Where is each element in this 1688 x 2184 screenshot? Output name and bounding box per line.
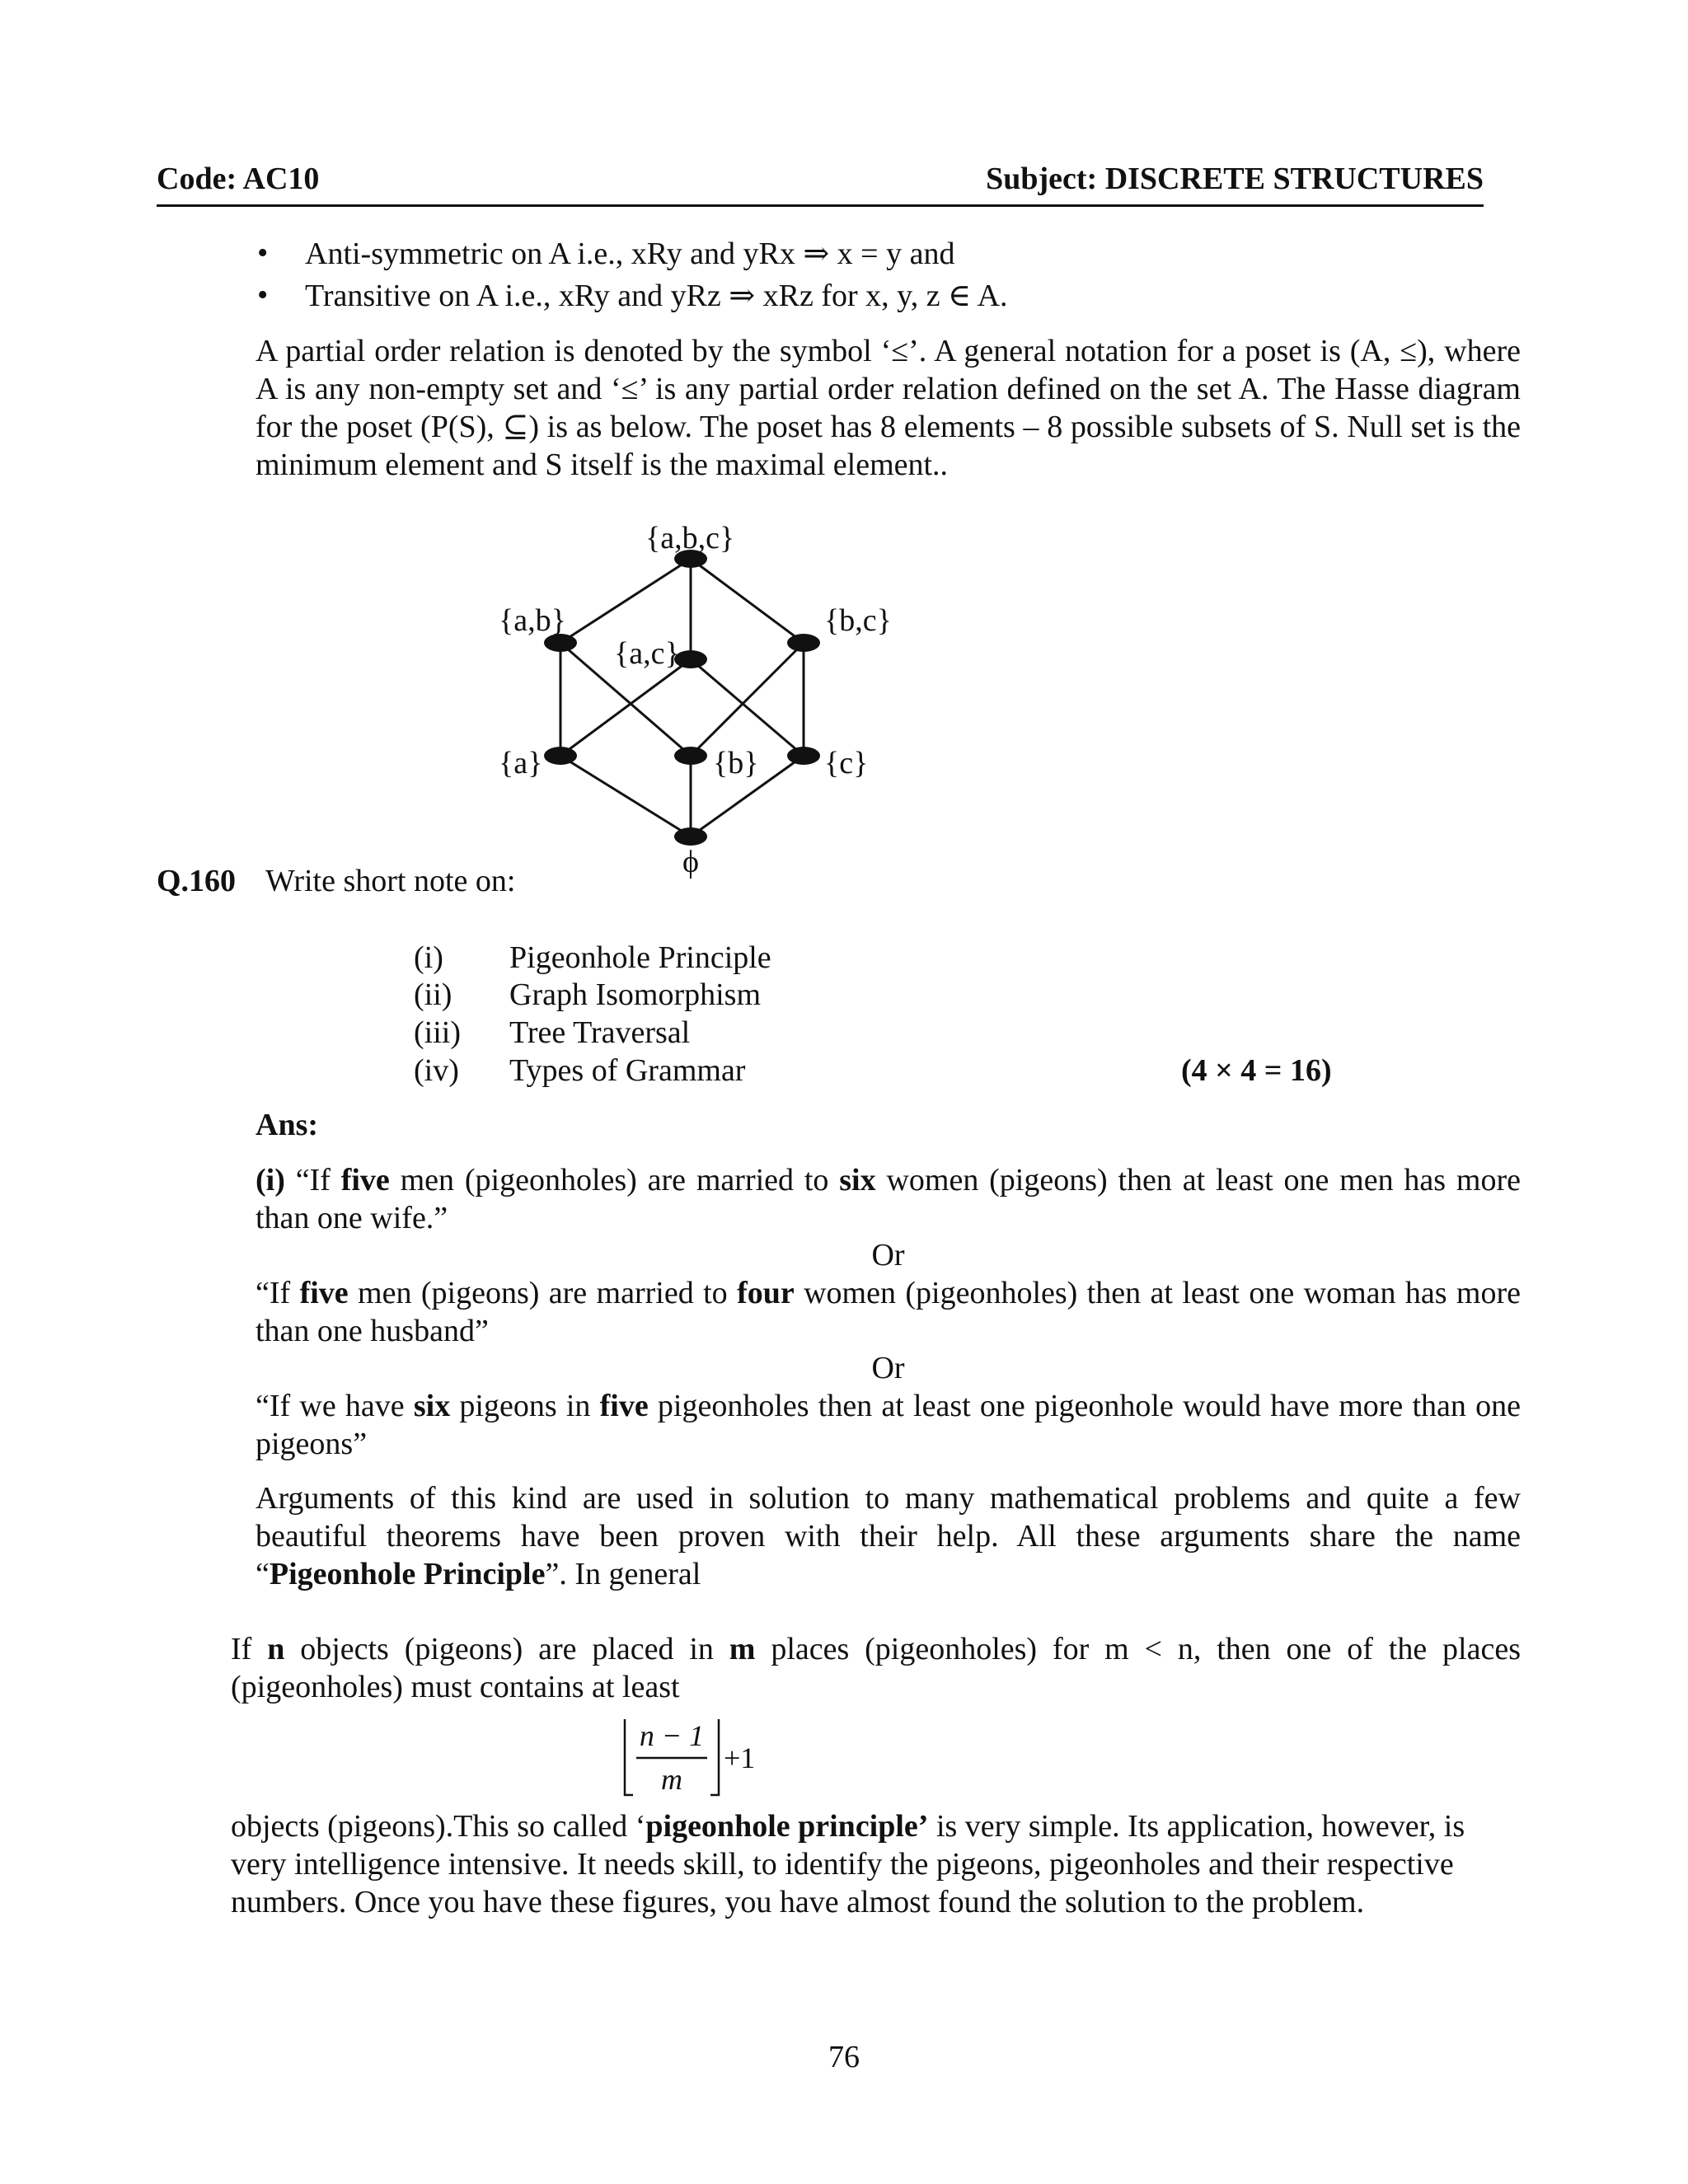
label-abc: {a,b,c}: [645, 521, 735, 555]
formula-numerator: n − 1: [639, 1719, 705, 1752]
hasse-nodes: [544, 550, 820, 846]
answer-label: Ans:: [256, 1108, 319, 1142]
question-text: Write short note on:: [265, 864, 516, 898]
bullet-icon: •: [257, 236, 269, 270]
formula-plus-one: +1: [724, 1741, 756, 1774]
question-number: Q.160: [157, 864, 237, 898]
or-separator: Or: [871, 1238, 905, 1272]
formula-denominator: m: [661, 1763, 682, 1796]
label-bc: {b,c}: [824, 603, 892, 638]
label-ac: {a,c}: [614, 636, 680, 671]
item-num: (iii): [414, 1015, 461, 1050]
or-separator: Or: [871, 1351, 905, 1385]
floor-formula: [618, 1713, 783, 1803]
item-label: Types of Grammar: [509, 1053, 746, 1088]
hasse-diagram: [478, 511, 907, 890]
node-bc: [787, 634, 820, 652]
label-b: {b}: [713, 746, 759, 780]
item-num: (i): [414, 940, 443, 975]
node-empty: [674, 827, 707, 846]
bullet-icon: •: [257, 278, 269, 312]
label-ab: {a,b}: [499, 603, 566, 638]
arguments-paragraph: Arguments of this kind are used in solution to many mathematical problems and quite a few beautiful theorems have been proven with their help. All these arguments share the name “Pigeonhole Principle”. In general: [256, 1481, 1521, 1591]
item-num: (iv): [414, 1053, 459, 1088]
answer-statement-1: (i) “If five men (pigeonholes) are married to six women (pigeons) then at least one men has more than one wife.”: [256, 1163, 1521, 1235]
node-a: [544, 747, 577, 765]
poset-paragraph: A partial order relation is denoted by the symbol ‘≤’. A general notation for a poset is (A, ≤), where A is any non-empty set and ‘≤’ is any partial order relation defined on the set A. The Hasse diagram for the poset (P(S), ⊆) is as below. The poset has 8 elements – 8 possible subsets of S. Null set is the minimum element and S itself is the maximal element..: [256, 334, 1521, 482]
bullet-transitive: Transitive on A i.e., xRy and yRz ⇒ xRz for x, y, z ∈ A.: [305, 279, 1008, 313]
item-num: (ii): [414, 977, 452, 1012]
header-code: Code: AC10: [157, 162, 320, 196]
label-a: {a}: [499, 746, 543, 780]
hasse-edges: [560, 559, 804, 837]
node-b: [674, 747, 707, 765]
floor-right-bracket: [710, 1719, 719, 1795]
item-label: Tree Traversal: [509, 1015, 691, 1050]
floor-left-bracket: [625, 1719, 633, 1795]
bullet-antisymmetric: Anti-symmetric on A i.e., xRy and yRx ⇒ x = y and: [305, 237, 955, 271]
label-c: {c}: [824, 746, 869, 780]
answer-statement-3: “If we have six pigeons in five pigeonholes then at least one pigeonhole would have more than one pigeons”: [256, 1389, 1521, 1461]
question-marks: (4 × 4 = 16): [1181, 1053, 1332, 1088]
page-number: 76: [828, 2040, 860, 2074]
label-empty: ϕ: [682, 845, 700, 879]
general-statement: If n objects (pigeons) are placed in m places (pigeonholes) for m < n, then one of the places (pigeonholes) must contains at least: [231, 1632, 1521, 1704]
answer-statement-2: “If five men (pigeons) are married to four women (pigeonholes) then at least one woman has more than one husband”: [256, 1276, 1522, 1348]
item-label: Graph Isomorphism: [509, 977, 762, 1012]
header-rule: [157, 204, 1484, 207]
node-c: [787, 747, 820, 765]
item-label: Pigeonhole Principle: [509, 940, 771, 975]
conclusion-paragraph: objects (pigeons).This so called ‘pigeonhole principle’ is very simple. Its application, however, is very intelligence intensive. It needs skill, to identify the pigeons, pigeonholes and their respective numbers. Once you have these figures, you have almost found the solution to the problem.: [231, 1809, 1465, 1919]
header-subject: Subject: DISCRETE STRUCTURES: [986, 162, 1484, 196]
